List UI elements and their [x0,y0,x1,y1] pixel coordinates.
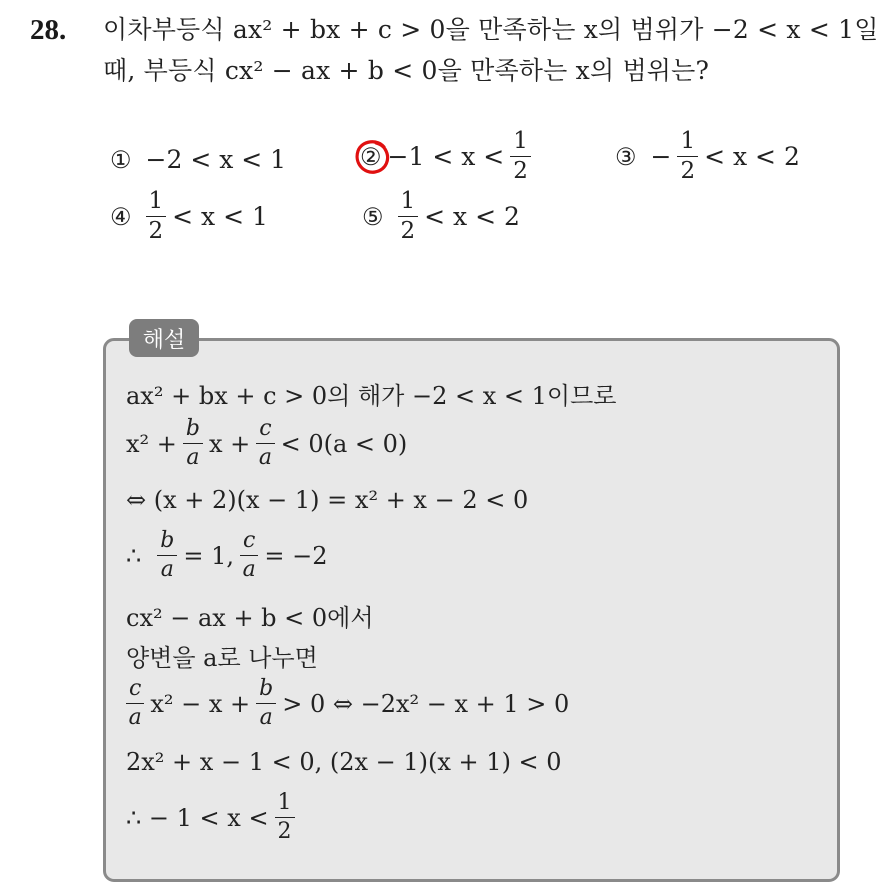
choice-number: ③ [615,142,637,171]
choice-text: < x < 1 [172,202,268,231]
choice-text: −2 < x < 1 [145,145,287,174]
fraction: $\frac{1}{2}$ [398,190,419,243]
choice-1[interactable] [110,145,286,174]
question-text-line1: 이차부등식 ax² + bx + c > 0을 만족하는 x의 범위가 −2 < x < 1일 [103,15,879,44]
choice-text: −1 < x < [387,142,505,171]
fraction: $\frac{1}{2}$ [275,792,295,843]
solution-line-2: x² + $\frac{b}{a}$ x + $\frac{c}{a}$ < 0(a < 0) [126,416,408,470]
solution-line-9: ∴ − 1 < x < $\frac{1}{2}$ [126,792,301,843]
fraction: $\frac{c}{a}$ [240,530,258,581]
fraction: $\frac{1}{2}$ [677,130,698,183]
fraction: $\frac{b}{a}$ [183,418,203,469]
question-number: 28. [30,14,67,46]
fraction: $\frac{b}{a}$ [157,530,177,581]
fraction: $\frac{1}{2}$ [510,130,531,183]
choice-number: ① [110,145,132,174]
choice-text: − [650,142,672,171]
solution-line-4: ∴ $\frac{b}{a}$ = 1, $\frac{c}{a}$ = −2 [126,528,328,582]
solution-line-3: ⇔ (x + 2)(x − 1) = x² + x − 2 < 0 [126,486,529,514]
solution-line-8: 2x² + x − 1 < 0, (2x − 1)(x + 1) < 0 [126,748,562,776]
choice-3[interactable] [615,130,800,183]
choice-number: ④ [110,202,132,231]
selected-answer-mark [354,137,392,177]
choice-text: < x < 2 [704,142,800,171]
fraction: $\frac{c}{a}$ [256,418,274,469]
choice-number: ② [360,142,382,171]
solution-line-5: cx² − ax + b < 0에서 [126,604,374,632]
choice-number: ⑤ [362,202,384,231]
solution-line-1: ax² + bx + c > 0의 해가 −2 < x < 1이므로 [126,382,617,410]
solution-line-6: 양변을 a로 나누면 [126,644,318,672]
choice-5[interactable] [362,190,520,243]
fraction: $\frac{1}{2}$ [146,190,167,243]
question-text-line2: 때, 부등식 cx² − ax + b < 0을 만족하는 x의 범위는? [103,56,710,85]
choice-4[interactable] [110,190,268,243]
solution-label: 해설 [129,319,199,357]
fraction: $\frac{b}{a}$ [256,678,276,729]
fraction: $\frac{c}{a}$ [126,678,144,729]
solution-line-7: $\frac{c}{a}$ x² − x + $\frac{b}{a}$ > 0 ⇔ −2x² − x + 1 > 0 [126,678,569,729]
choice-text: < x < 2 [424,202,520,231]
